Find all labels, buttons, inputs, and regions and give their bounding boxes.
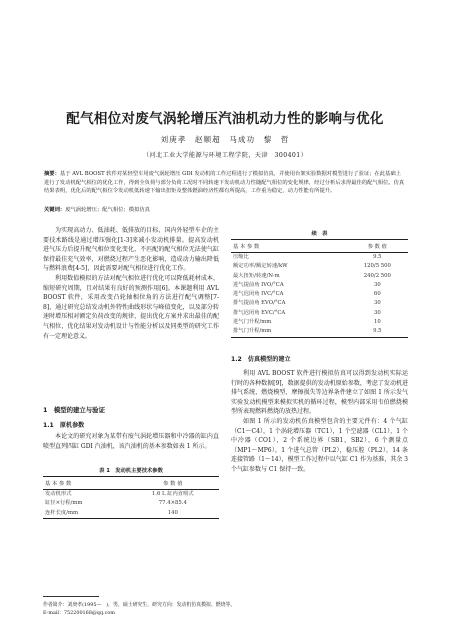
- table-cell: 30: [373, 300, 381, 307]
- table-cell: 缸径×行程/mm: [45, 500, 83, 507]
- section-1-1-text: [43, 432, 219, 451]
- table-cell: 9.5: [373, 254, 382, 260]
- footnote: 作者简介：刘庚孝(1995— )，男，硕士研究生，研究方向：发动机仿真模拟、燃烧等。 E-mail：752200168@qq.com: [43, 602, 236, 616]
- table-cell: 30: [373, 309, 381, 316]
- table-cell: 60: [373, 291, 381, 298]
- table1-continued: [231, 239, 408, 338]
- table-cell: 10: [373, 319, 381, 326]
- table-cell: 连杆长度/mm: [43, 509, 127, 519]
- table-cell: 140: [127, 509, 219, 519]
- affiliation: （河北工业大学能源与环境工程学院，天津 300401）: [142, 152, 308, 159]
- table-cell: 240/2 500: [363, 272, 391, 279]
- table-cell: 进气门升程/mm: [233, 319, 272, 326]
- table-row: [231, 262, 408, 271]
- abstract-label: 摘要：: [44, 171, 60, 177]
- table-cell: 排气门升程/mm: [231, 327, 347, 337]
- table-row: [43, 499, 219, 508]
- paper-title: 配气相位对废气涡轮增压汽油机动力性的影响与优化: [66, 111, 384, 127]
- authors: 刘庚孝 赵顺超 马成功 黎 哲: [160, 135, 290, 144]
- table-cell: 1.6 L 缸内直喷式: [151, 491, 194, 497]
- section-heading-1: 1 模型的建立与验证: [43, 406, 105, 414]
- table-row: [43, 509, 219, 519]
- table-cell: 120/5 500: [363, 263, 391, 270]
- table-cell: 排气提前角 EVO/°CA: [233, 300, 286, 307]
- body-paragraph: 利用 AVL BOOST 软件进行模拟仿真可以得到发动机实际运行时的各种数据[9]，数据提供的发动机原始参数，考虑了发动机进排气系统、燃烧模型、摩擦损失等边界条件建立了如图 1 所示发气实验发动机模型来模拟实机的循环过程，模型内部采用韦伯燃烧模型所表现燃料燃烧的放热过程。: [231, 370, 408, 416]
- table1-cont-caption: 续 表: [311, 231, 328, 237]
- table-row: [231, 327, 408, 337]
- body-paragraph: 为实现高动力、低油耗、低排放的目标，国内外轻型车企的主要技术路线是通过增压强化[1-3]来减小发动机排量。提高发动机进气压力后提升配气相位变化变化，不匹配的配气相位无法使气缸保持最佳充气效率，对燃烧过程产生恶化影响，造成动力输出降低与燃料浪费[4-5]，因此需要对配气相位进行优化工作。: [43, 227, 219, 273]
- table-cell: 77.4×85.4: [158, 500, 187, 507]
- table-cell: 进气迟闭角 IVC/°CA: [233, 291, 284, 298]
- table-row: [231, 281, 408, 290]
- body-paragraph: 如图 1 所示的发动机仿真模型包含的主要元件有：4 个气缸（C1～C4），1 个涡轮增压器（TC1），1 个空滤器（CL1），1 个中冷器（CO1），2 个系统边界（SB1，SB2），6 个测量点（MP1～MP6），1 个进气总管（PL2），稳压腔（PL2），14 条连接管路（1～14），模型工作过程中以气缸 C1 作为基准，其余 3 个气缸参数与 C1 保持一致。: [231, 417, 408, 473]
- keywords: [44, 205, 406, 213]
- keywords-text: 废气涡轮增压；配气相位；模拟仿真: [65, 207, 150, 213]
- footnote-rule: [43, 596, 99, 597]
- table-row: [231, 309, 408, 318]
- table-row: [231, 299, 408, 308]
- abstract-text: 基于 AVL BOOST 软件对某轻型车用废气涡轮增压 GDI 发动机的工作过程进行了模拟仿真，并使用台架实验数据对模型进行了验证；在此基础上进行了发动机配气相位的优化工作，得到全负荷与部分负荷工况时不同转速下发动机动力性随配气相位的变化规律，经过分析后求得最佳的配气相位。仿真结果表明，优化后的配气相位令发动机低转速下输出扭矩及整体燃油经济性都有所提高，工作重为稳定，动力性能有所提升。: [44, 171, 405, 195]
- abstract: [44, 170, 406, 196]
- table-cell: 9.5: [347, 327, 408, 337]
- table-cell: 30: [373, 281, 381, 288]
- keywords-label: 关键词：: [44, 207, 66, 213]
- table-cell: 压缩比: [233, 254, 249, 260]
- table-row: [231, 253, 408, 263]
- body-paragraph: 本论文的研究对象为某带有废气涡轮增压器和中冷器的缸内直喷型直列四缸 GDI 汽油机，该汽油机的基本参数如表 1 所示。: [43, 433, 219, 450]
- table-row: [231, 272, 408, 281]
- table1-cont-header-value: 参 数 值: [347, 240, 408, 253]
- table1-header-param: 基 本 参 数: [43, 477, 127, 490]
- table-cell: 排气迟闭角 EVC/°CA: [233, 309, 286, 316]
- table-cell: 最大扭矩/转速/N·m: [233, 272, 280, 279]
- table-row: [231, 318, 408, 327]
- table-cell: 进气提前角 IVO/°CA: [233, 281, 284, 288]
- table-cell: 额定功率/额定转速/kW: [233, 263, 288, 270]
- section-heading-1-1: 1.1 原机参数: [43, 422, 85, 429]
- table1-header-value: 参 数 值: [127, 477, 219, 490]
- table-row: [43, 490, 219, 500]
- table1: [43, 476, 219, 519]
- table1-cont-header-param: 基 本 参 数: [231, 240, 347, 253]
- body-paragraph: 利用数值模拟的方法对配气相位进行优化可以降低耗材成本，缩短研究周期，且对结果有良好的预测作用[6]。本课题利用 AVL BOOST 软件，采用改变凸轮轴相位角的方法进行配气调整[7-8]，通过研究总结发动机外特性曲线形状与峰值变化，以及部分转速时增压相对额定负荷改变的规律，提出优化方案并求出最佳的配气相位，优化结果对发动机设计与性能分析以及同类型的研究工作有一定理论意义。: [43, 274, 219, 340]
- table-cell: 发动机形式: [45, 491, 72, 497]
- table-row: [231, 290, 408, 299]
- left-column-body: [43, 226, 219, 341]
- table1-caption: 表 1 发动机主要技术参数: [99, 468, 163, 474]
- section-heading-1-2: 1.2 仿真模型的建立: [231, 356, 291, 363]
- right-column-body: [231, 369, 408, 475]
